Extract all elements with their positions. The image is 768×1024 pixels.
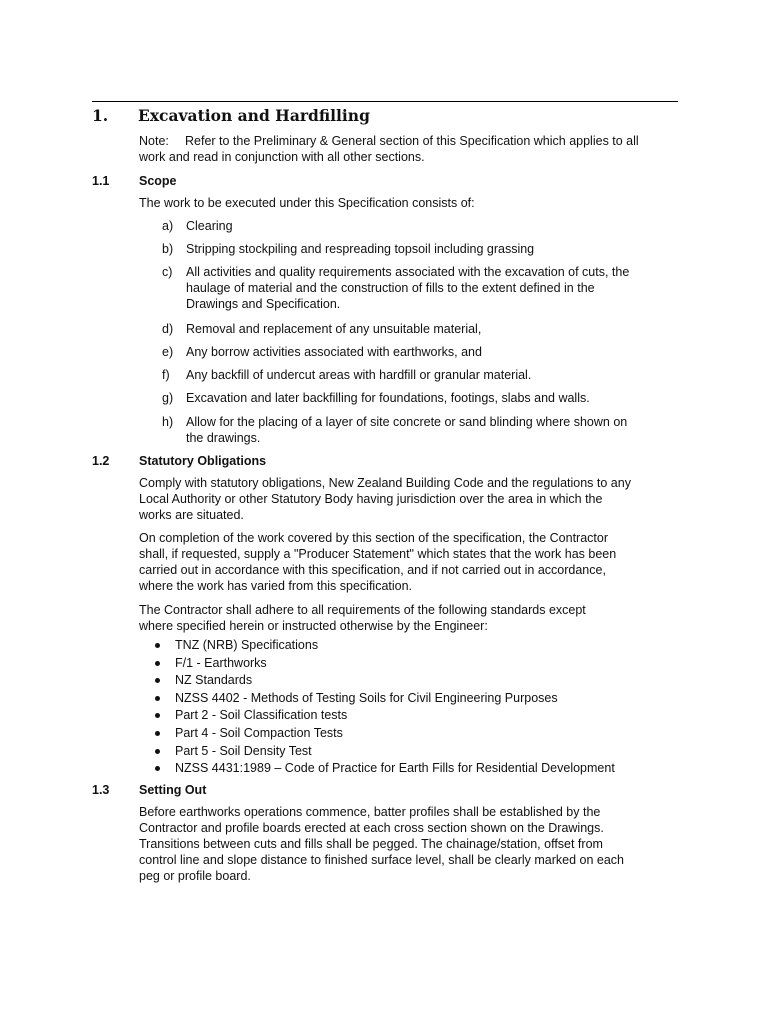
bullet-item: [155, 655, 675, 673]
subsection-title: Setting Out: [139, 783, 207, 797]
list-text: Stripping stockpiling and respreading topsoil including grassing: [186, 242, 535, 256]
list-marker: h): [162, 415, 174, 429]
note-label: Note:: [139, 134, 169, 148]
section-title: Excavation and Hardfilling: [138, 106, 370, 125]
bullet-text: F/1 - Earthworks: [175, 655, 267, 670]
bullet-icon: [155, 749, 160, 754]
list-item: [162, 414, 637, 446]
bullet-text: NZ Standards: [175, 673, 253, 688]
subsection-number: 1.2: [92, 454, 110, 468]
list-text: Clearing: [186, 219, 233, 233]
bullet-item: [155, 690, 675, 708]
bullet-icon: [155, 731, 160, 736]
bullet-item: [155, 743, 675, 761]
note-text: Refer to the Preliminary & General section of this Specification which applies to all work and read in conjunction with all other sections.: [139, 134, 639, 164]
bullet-text: Part 5 - Soil Density Test: [175, 743, 312, 758]
list-marker: g): [162, 391, 174, 405]
list-text: Allow for the placing of a layer of site concrete or sand blinding where shown on the drawings.: [186, 415, 628, 445]
bullet-icon: [155, 678, 160, 683]
section-heading: [92, 106, 370, 126]
list-text: Any backfill of undercut areas with hardfill or granular material.: [186, 368, 532, 382]
subsection-title: Scope: [139, 174, 177, 188]
list-item: [162, 321, 662, 337]
bullet-text: Part 4 - Soil Compaction Tests: [175, 725, 343, 740]
bullet-icon: [155, 643, 160, 648]
statutory-paragraph: The Contractor shall adhere to all requirements of the following standards except where specified herein or instructed otherwise by the Engineer:: [139, 603, 586, 633]
bullet-item: [155, 707, 675, 725]
list-item: [162, 241, 662, 257]
heading-rule: [92, 101, 678, 102]
bullet-item: [155, 725, 675, 743]
list-item: [162, 218, 662, 234]
bullet-item: [155, 760, 675, 778]
section-number: 1.: [92, 106, 109, 125]
statutory-paragraph: On completion of the work covered by this section of the specification, the Contractor shall, if requested, supply a "Producer Statement" which states that the work has been carried out in accordance with this specification, and if not carried out in accordance, where the work has varied from this specification.: [139, 531, 617, 593]
list-text: Excavation and later backfilling for foundations, footings, slabs and walls.: [186, 391, 590, 405]
subsection-heading-scope: [92, 173, 177, 189]
list-text: All activities and quality requirements associated with the excavation of cuts, the haulage of material and the construction of fills to the extent defined in the Drawings and Specification.: [186, 265, 630, 311]
list-marker: e): [162, 345, 174, 359]
list-item: [162, 344, 662, 360]
list-item: [162, 264, 642, 312]
bullet-icon: [155, 766, 160, 771]
bullet-icon: [155, 661, 160, 666]
bullet-icon: [155, 696, 160, 701]
list-item: [162, 390, 662, 406]
list-marker: b): [162, 242, 174, 256]
list-text: Any borrow activities associated with earthworks, and: [186, 345, 482, 359]
bullet-icon: [155, 713, 160, 718]
bullet-text: TNZ (NRB) Specifications: [175, 638, 319, 652]
list-marker: a): [162, 219, 174, 233]
subsection-heading-setting-out: [92, 782, 206, 798]
subsection-number: 1.1: [92, 174, 110, 188]
bullet-text: Part 2 - Soil Classification tests: [175, 708, 348, 723]
list-marker: c): [162, 265, 173, 279]
setting-out-paragraph: Before earthworks operations commence, batter profiles shall be established by the Contractor and profile boards erected at each cross section shown on the Drawings. Transitions between cuts and fills shall be pegged. The chainage/station, offset from control line and slope distance to finished surface level, shall be clearly marked on each peg or profile board.: [139, 805, 624, 883]
standards-list: [155, 637, 675, 778]
list-text: Removal and replacement of any unsuitable material,: [186, 322, 482, 336]
list-marker: f): [162, 368, 170, 382]
subsection-title: Statutory Obligations: [139, 454, 267, 468]
note-paragraph: [139, 133, 644, 165]
scope-intro: The work to be executed under this Specification consists of:: [139, 196, 475, 210]
bullet-text: NZSS 4431:1989 – Code of Practice for Earth Fills for Residential Development: [175, 761, 615, 776]
bullet-text: NZSS 4402 - Methods of Testing Soils for Civil Engineering Purposes: [175, 690, 558, 705]
list-item: [162, 367, 662, 383]
statutory-paragraph: Comply with statutory obligations, New Zealand Building Code and the regulations to any Local Authority or other Statutory Body having jurisdiction over the area in which the works are situated.: [139, 476, 631, 522]
subsection-heading-statutory: [92, 453, 266, 469]
list-marker: d): [162, 322, 174, 336]
bullet-item: [155, 637, 675, 655]
bullet-item: [155, 672, 675, 690]
subsection-number: 1.3: [92, 783, 110, 797]
